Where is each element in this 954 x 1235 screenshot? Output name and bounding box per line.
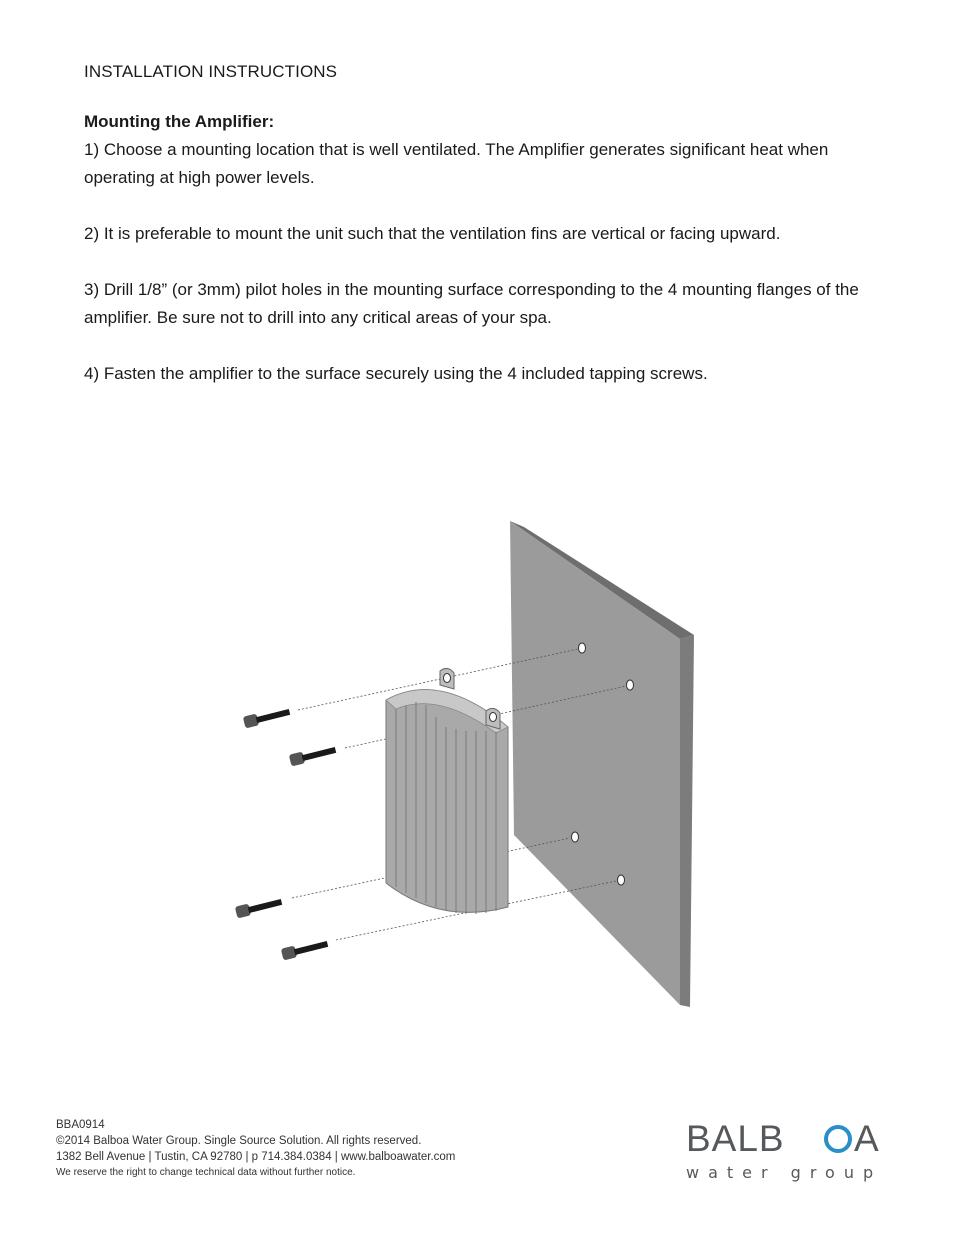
screw [235,899,282,919]
balboa-logo [686,1118,901,1183]
step-2: 2) It is preferable to mount the unit such that the ventilation fins are vertical or facing upward. [84,224,781,243]
step-3: 3) Drill 1/8” (or 3mm) pilot holes in the mounting surface corresponding to the 4 mounting flanges of the amplifier. Be sure not to drill into any critical areas of your spa. [84,280,859,327]
amplifier [386,668,508,914]
notice: We reserve the right to change technical data without further notice. [56,1167,356,1178]
tapping-screws [235,709,336,961]
svg-text:water group: water group [686,1163,883,1182]
svg-text:A: A [854,1118,880,1159]
page-heading: INSTALLATION INSTRUCTIONS [84,62,338,81]
step-1: 1) Choose a mounting location that is well ventilated. The Amplifier generates significant heat when operating at high power levels. [84,140,829,187]
section-title: Mounting the Amplifier: [84,112,275,131]
copyright: ©2014 Balboa Water Group. Single Source Solution. All rights reserved. [56,1135,422,1147]
mounting-illustration [200,505,760,1025]
screw [281,941,328,961]
instructions-content [84,58,884,416]
svg-text:BALB: BALB [686,1118,785,1159]
mounting-panel [510,521,694,1007]
footer [56,1117,455,1181]
step-4: 4) Fasten the amplifier to the surface securely using the 4 included tapping screws. [84,364,708,383]
screw [243,709,290,729]
screw [289,747,336,767]
address: 1382 Bell Avenue | Tustin, CA 92780 | p 714.384.0384 | www.balboawater.com [56,1151,456,1163]
doc-code: BBA0914 [56,1119,105,1131]
